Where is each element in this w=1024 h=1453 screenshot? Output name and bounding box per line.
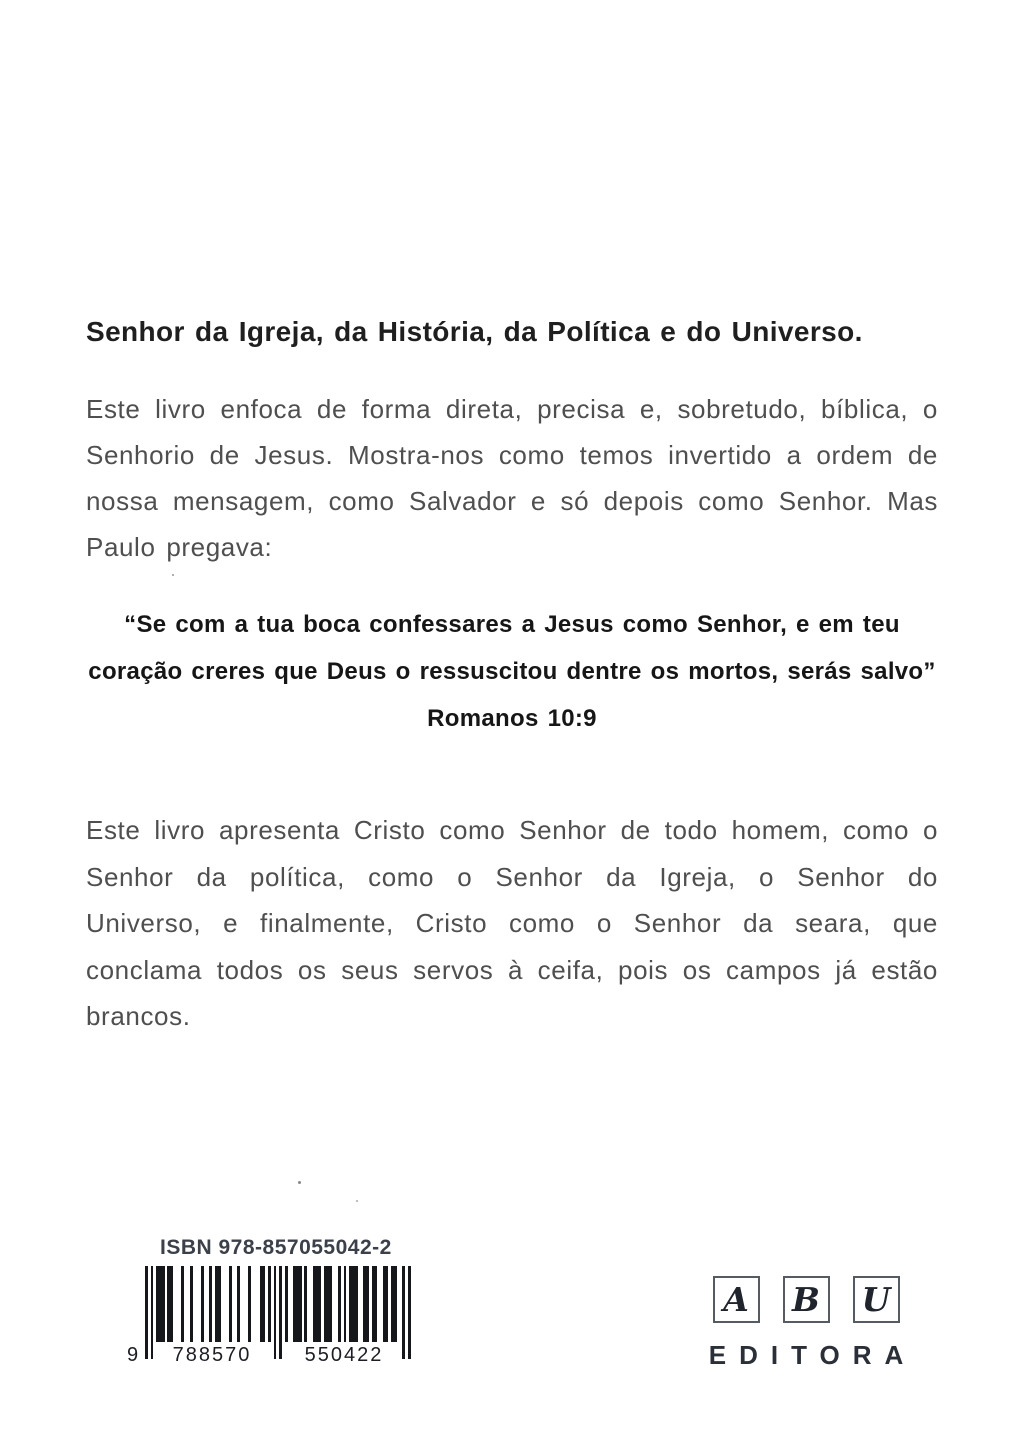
publisher-initial-box-u [853,1276,900,1323]
publisher-logo [706,1276,917,1371]
isbn-label: ISBN 978-857055042-2 [160,1236,392,1259]
publisher-letter-a: A [723,1280,749,1319]
scan-artifact [356,1200,358,1202]
publisher-initial-box-b [783,1276,830,1323]
publisher-letter-b: B [792,1280,820,1319]
scan-artifact [298,1181,301,1184]
description-paragraph: Este livro apresenta Cristo como Senhor de todo homem, como o Senhor da política, como o Senhor da Igreja, o Senhor do Universo, e finalmente, Cristo como o Senhor da seara, que conclama todos os seus servos à ceifa, pois os campos já estão brancos. [86,815,938,1031]
publisher-name: EDITORA [708,1340,917,1370]
scan-artifact [172,574,174,576]
ean13-barcode [127,1266,427,1374]
publisher-initial-boxes [706,1276,906,1323]
page-title: Senhor da Igreja, da História, da Política e do Universo. [86,315,863,347]
barcode-digit-leading: 9 [127,1344,141,1366]
barcode-digits-right-group: 550422 [296,1344,392,1367]
publisher-letter-u: U [861,1280,891,1319]
bible-quote-reference: Romanos 10:9 [427,705,597,732]
bible-quote-text: “Se com a tua boca confessares a Jesus como Senhor, e em teu coração creres que Deus o ressuscitou dentre os mortos, serás salvo” [88,611,936,685]
intro-paragraph: Este livro enfoca de forma direta, precisa e, sobretudo, bíblica, o Senhorio de Jesus. Mostra-nos como temos invertido a ordem de nossa mensagem, como Salvador e só depois como Senhor. Mas Paulo pregava: [86,394,938,562]
publisher-initial-box-a [713,1276,760,1323]
isbn-barcode-block [127,1236,437,1374]
barcode-module [408,1266,411,1359]
barcode-digits-left-group: 788570 [164,1344,260,1367]
bible-quote [78,601,946,742]
